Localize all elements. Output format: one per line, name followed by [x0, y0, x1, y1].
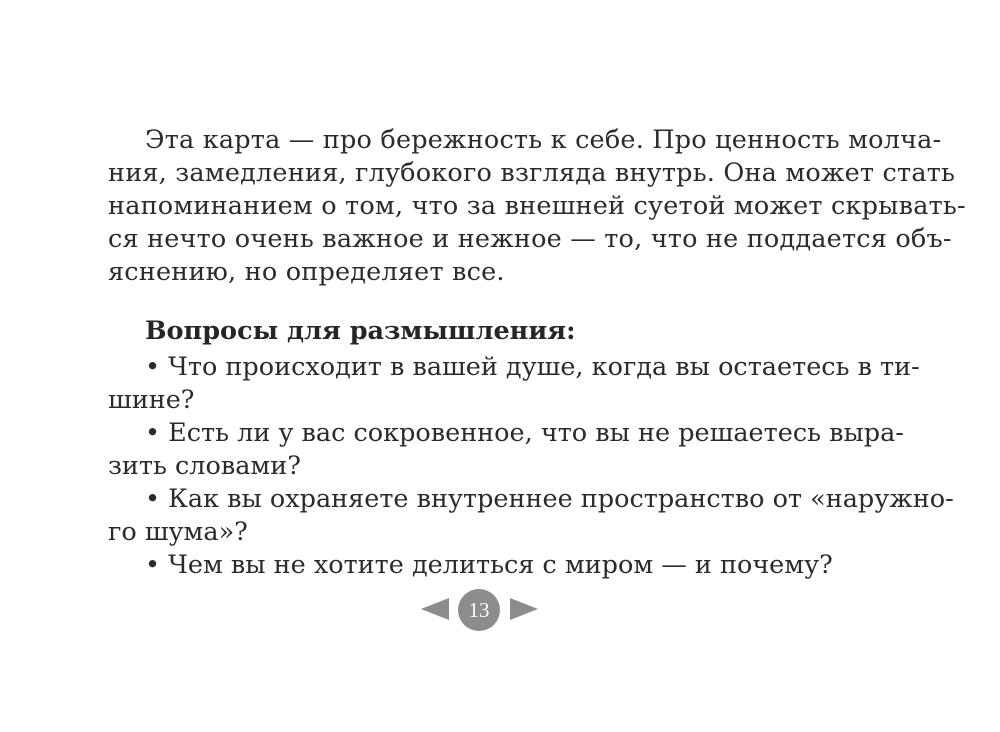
- question-3-line-2: го шума»?: [108, 517, 248, 547]
- paragraph-line-5: яснению, но определяет все.: [108, 257, 505, 287]
- question-2-line-2: зить словами?: [108, 451, 301, 481]
- questions-heading: Вопросы для размышления:: [145, 316, 576, 346]
- page-number: 13: [458, 589, 500, 631]
- question-1-line-1: • Что происходит в вашей душе, когда вы остаетесь в ти-: [145, 352, 920, 382]
- paragraph-line-1: Эта карта — про бережность к себе. Про ценность молча-: [145, 125, 942, 155]
- triangle-left-icon: [421, 598, 449, 620]
- question-2-line-1: • Есть ли у вас сокровенное, что вы не решаетесь выра-: [145, 418, 904, 448]
- question-4-line-1: • Чем вы не хотите делиться с миром — и почему?: [145, 550, 833, 580]
- paragraph-line-2: ния, замедления, глубокого взгляда внутрь. Она может стать: [108, 158, 956, 188]
- question-3-line-1: • Как вы охраняете внутреннее пространство от «наружно-: [145, 484, 954, 514]
- page-number-ornament: [421, 587, 539, 631]
- question-1-line-2: шине?: [108, 385, 195, 415]
- paragraph-line-4: ся нечто очень важное и нежное — то, что не поддается объ-: [108, 224, 952, 254]
- paragraph-line-3: напоминанием о том, что за внешней суетой может скрывать-: [108, 191, 966, 221]
- triangle-right-icon: [510, 598, 538, 620]
